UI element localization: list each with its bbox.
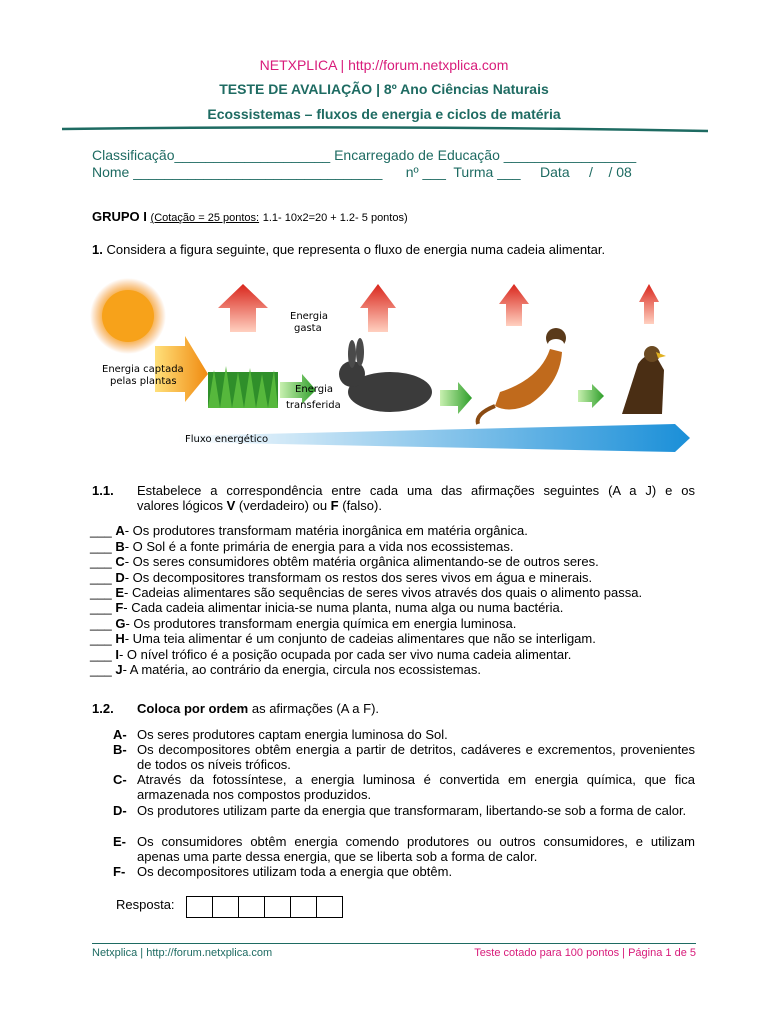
question-1-2-text: Coloca por ordem as afirmações (A a F). <box>137 701 380 716</box>
order-text-d: Os produtores utilizam parte da energia que transformaram, libertando-se sob a forma de calor. <box>137 803 687 818</box>
question-1-1-text: Estabelece a correspondência entre cada uma das afirmações seguintes (A a J) e os <box>137 483 695 498</box>
order-letter-c: C- <box>113 772 127 787</box>
statement-h[interactable]: ___ H- Uma teia alimentar é um conjunto de cadeias alimentares que não se interligam. <box>90 631 596 646</box>
statement-j[interactable]: ___ J- A matéria, ao contrário da energia, circula nos ecossistemas. <box>90 662 481 677</box>
question-1-1-number: 1.1. <box>92 483 114 498</box>
statement-g[interactable]: ___ G- Os produtores transformam energia química em energia luminosa. <box>90 616 517 631</box>
order-letter-f: F- <box>113 864 126 879</box>
order-text-f: Os decompositores utilizam toda a energia que obtêm. <box>137 864 453 879</box>
statement-e[interactable]: ___ E- Cadeias alimentares são sequências de seres vivos através dos quais o alimento passa. <box>90 585 643 600</box>
group-points: 1.1- 10x2=20 + 1.2- 5 pontos) <box>262 212 408 224</box>
transfer-arrow <box>440 382 472 414</box>
group-title: GRUPO I <box>92 209 147 224</box>
question-1-1-text-cont: valores lógicos V (verdadeiro) ou F (falso). <box>137 498 382 513</box>
form-line-name: Nome ________________________________ nº ___ Turma ___ Data / / 08 <box>92 164 632 180</box>
order-text-a: Os seres produtores captam energia luminosa do Sol. <box>137 727 448 742</box>
answer-boxes <box>186 896 343 918</box>
answer-box[interactable] <box>291 897 317 917</box>
sun-icon <box>90 278 166 354</box>
statement-f[interactable]: ___ F- Cada cadeia alimentar inicia-se numa planta, numa alga ou numa bactéria. <box>90 600 564 615</box>
label-energy-spent-2: gasta <box>294 323 322 334</box>
test-title: TESTE DE AVALIAÇÃO | 8º Ano Ciências Naturais <box>219 81 549 97</box>
order-text-e: Os consumidores obtêm energia comendo produtores ou outros consumidores, e utilizam apenas uma parte dessa energia, que se liberta sob a forma de calor. <box>137 834 695 864</box>
rabbit-icon <box>339 338 432 412</box>
label-energy-spent-1: Energia <box>290 311 328 322</box>
energy-spent-arrow <box>499 284 529 326</box>
statement-b[interactable]: ___ B- O Sol é a fonte primária de energia para a vida nos ecossistemas. <box>90 539 514 554</box>
statement-d[interactable]: ___ D- Os decompositores transformam os restos dos seres vivos em água e minerais. <box>90 570 593 585</box>
statement-c[interactable]: ___ C- Os seres consumidores obtêm matéria orgânica alimentando-se de outros seres. <box>90 554 599 569</box>
order-letter-a: A- <box>113 727 127 742</box>
label-energy-captured-2: pelas plantas <box>110 376 177 387</box>
order-letter-b: B- <box>113 742 127 757</box>
footer-right: Teste cotado para 100 pontos | Página 1 de 5 <box>474 947 696 959</box>
energy-flow-figure <box>90 274 695 464</box>
group-heading <box>92 209 408 226</box>
transfer-arrow <box>578 384 604 408</box>
label-energy-captured-1: Energia captada <box>102 364 184 375</box>
label-energy-transferred-2: transferida <box>286 400 341 411</box>
header-divider <box>62 126 708 134</box>
answer-box[interactable] <box>265 897 291 917</box>
subject-title: Ecossistemas – fluxos de energia e ciclos de matéria <box>207 106 561 122</box>
question-1-2-number: 1.2. <box>92 701 114 716</box>
energy-spent-arrow <box>360 284 396 332</box>
footer-divider <box>92 943 696 944</box>
label-energy-transferred-1: Energia <box>295 384 333 395</box>
weasel-icon <box>478 328 566 424</box>
order-text-b: Os decompositores obtêm energia a partir de detritos, cadáveres e excrementos, provenientes de todos os níveis tróficos. <box>137 742 695 772</box>
group-cotacao: (Cotação = 25 pontos: <box>150 212 260 224</box>
answer-label: Resposta: <box>116 897 175 912</box>
label-energy-flow: Fluxo energético <box>185 434 269 445</box>
energy-spent-arrow <box>639 284 659 324</box>
order-text-c: Através da fotossíntese, a energia luminosa é convertida em energia química, que fica armazenada nos compostos produzidos. <box>137 772 695 802</box>
statement-a[interactable]: ___ A- Os produtores transformam matéria inorgânica em matéria orgânica. <box>90 523 528 538</box>
answer-box[interactable] <box>239 897 265 917</box>
grass-icon <box>208 366 278 408</box>
footer-left: Netxplica | http://forum.netxplica.com <box>92 947 273 959</box>
form-line-classification: Classificação____________________ Encarregado de Educação _________________ <box>92 147 637 163</box>
answer-box[interactable] <box>317 897 342 917</box>
order-letter-e: E- <box>113 834 126 849</box>
order-letter-d: D- <box>113 803 127 818</box>
question-1-text: Considera a figura seguinte, que representa o fluxo de energia numa cadeia alimentar. <box>106 242 606 257</box>
answer-box[interactable] <box>187 897 213 917</box>
question-1 <box>92 242 702 257</box>
energy-spent-arrow <box>218 284 268 332</box>
eagle-icon <box>622 346 666 414</box>
statement-i[interactable]: ___ I- O nível trófico é a posição ocupada por cada ser vivo numa cadeia alimentar. <box>90 647 572 662</box>
question-1-number: 1. <box>92 242 103 257</box>
site-header: NETXPLICA | http://forum.netxplica.com <box>259 57 509 73</box>
answer-box[interactable] <box>213 897 239 917</box>
